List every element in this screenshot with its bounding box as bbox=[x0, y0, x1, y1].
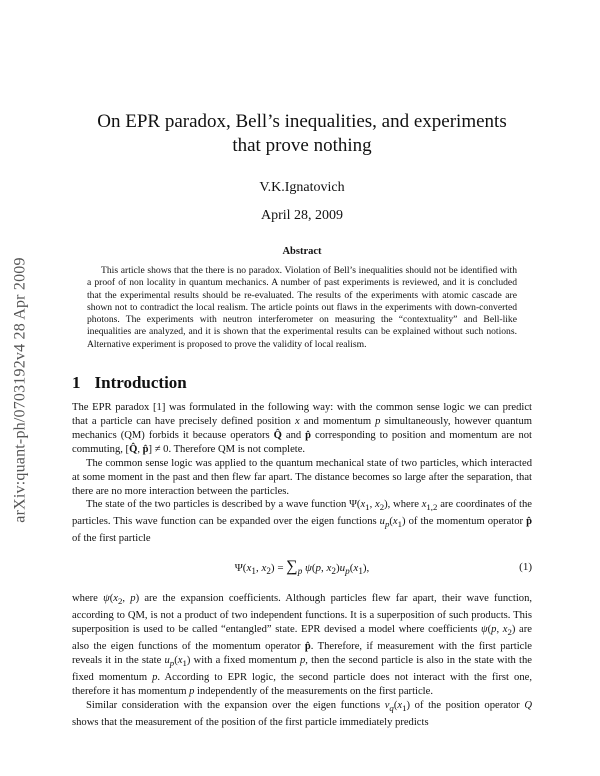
section-title: Introduction bbox=[94, 373, 187, 393]
section-heading bbox=[72, 373, 532, 393]
date: April 28, 2009 bbox=[260, 208, 344, 223]
abstract-text: This article shows that the there is no paradox. Violation of Bell’s inequalities should not be identified with a proof of non locality in quantum mechanics. A number of past experiments is reviewed, and it is concluded that the experimental results should be re-evaluated. The results of the experiments with atomic cascade are shown not to contradict the local realism. The article points out flaws in the experiments with down-converted photons. The experiments with neutron interferometer on measuring the “contextuality” and Bell-like inequalities are analyzed, and it is shown that the experimental results can be explained without such notions. Alternative experiment is proposed to prove the validity of local realism. bbox=[87, 265, 517, 350]
equation-1 bbox=[72, 546, 532, 592]
paper-title bbox=[72, 110, 532, 158]
arxiv-sidebar bbox=[6, 200, 36, 580]
author: V.K.Ignatovich bbox=[259, 180, 345, 195]
title-line-2: that prove nothing bbox=[232, 135, 372, 156]
abstract-heading: Abstract bbox=[282, 246, 322, 257]
paragraph: The EPR paradox [1] was formulated in the following way: with the common sense logic we can predict that a particle can have precisely defined position x and momentum p simultaneously, however quantum mechanics (QM) forbids it because operators Q̂ and p̂ corresponding to position and momentum are not commuting, [Q̂, p̂] ≠ 0. Therefore QM is not complete. bbox=[72, 402, 532, 455]
equation-expression: $\Psi(x_1$, $x_2) = \sum_p$ ψ(p, $x_2)u_p(x_1)$, bbox=[234, 557, 370, 576]
section-number: 1 bbox=[72, 373, 81, 393]
paragraph: where $\psi(x_2$, p) are the expansion coefficients. Although particles flew far apart, their wave function, according to QM, is not a product of two independent functions. It is a superposition of such products. This superposition is used to be called “entangled” state. EPR devised a model where coefficients ψ(p, $x_2$) are also the eigen functions of the momentum operator p̂. Therefore, if measurement with the first particle reveals it in the state $u_p(x_1)$ with a fixed momentum p, then the second particle is also in the state with the fixed momentum p. According to EPR logic, the second particle does not interact with the first one, therefore it has momentum p independently of the measurements on the first particle. bbox=[72, 593, 533, 698]
arxiv-identifier: arXiv:quant-ph/0703192v4 28 Apr 2009 bbox=[12, 257, 29, 523]
paragraph: Similar consideration with the expansion over the eigen functions $v_q(x_1)$ of the position operator Q shows that the measurement of the position of the first particle immediately predicts bbox=[72, 700, 532, 729]
equation-label: (1) bbox=[519, 561, 532, 574]
title-line-1: On EPR paradox, Bell’s inequalities, and experiments bbox=[97, 111, 507, 132]
paper-page bbox=[72, 0, 532, 730]
paragraph: The common sense logic was applied to the quantum mechanical state of two particles, which interacted at some moment in the past and then flew far apart. The distance becomes so large after the separation, that there are no more interaction between the particles. bbox=[72, 457, 532, 497]
paragraph: The state of the two particles is described by a wave function $\Psi(x_1$, $x_2$), where $x_{1,2}$ are coordinates of the particles. This wave function can be expanded over the eigen functions $u_p(x_1)$ of the momentum operator p̂ of the first particle bbox=[72, 499, 532, 545]
body-text bbox=[72, 401, 532, 730]
